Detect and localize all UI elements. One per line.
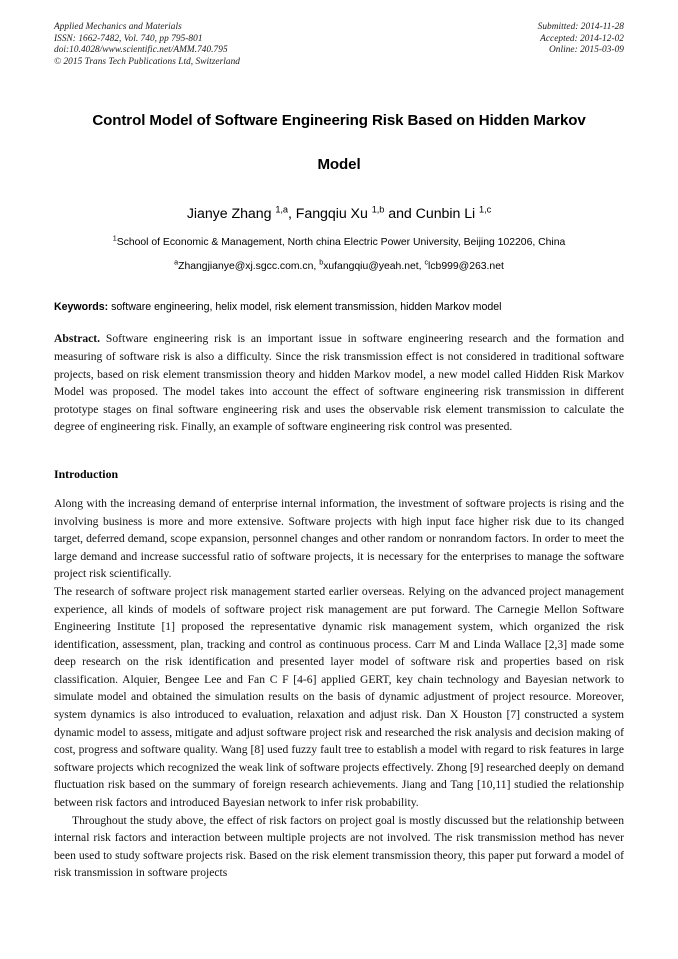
paper-title-line-1: Control Model of Software Engineering Risk Based on Hidden Markov — [92, 112, 586, 130]
online-date: Online: 2015-03-09 — [548, 45, 624, 56]
affiliation-text: School of Economic & Management, North china Electric Power University, Beijing 102206, China — [116, 237, 566, 249]
page-title — [54, 110, 624, 175]
accepted-date: Accepted: 2014-12-02 — [540, 33, 624, 44]
email-marker-b: b — [319, 257, 324, 267]
abstract-label: Abstract. — [54, 332, 101, 346]
keywords-value: software engineering, helix model, risk element transmission, hidden Markov model — [108, 301, 502, 314]
author-separator-1: , — [287, 206, 296, 223]
journal-header — [54, 22, 624, 68]
submitted-date: Submitted: 2014-11-28 — [537, 22, 624, 32]
author-1-affiliation-marker: 1,a — [275, 204, 288, 215]
author-separator-2: and — [384, 206, 416, 223]
keywords-label: Keywords: — [54, 301, 109, 314]
email-address-c: lcb999@263.net — [428, 261, 504, 273]
author-3-affiliation-marker: 1,c — [479, 204, 492, 215]
journal-header-left — [54, 22, 240, 68]
journal-copyright: © 2015 Trans Tech Publications Ltd, Switzerland — [54, 56, 240, 67]
journal-name: Applied Mechanics and Materials — [54, 22, 182, 32]
affiliation — [54, 235, 624, 250]
intro-paragraph-2: The research of software project risk management started earlier overseas. Relying on the advanced project management experience, all kinds of models of software project risk management are put forward. The Carnegie Mellon Software Engineering Institute [1] proposed the representative dynamic risk management system, which organized the risk identification, assessment, plan, tracking and control as continuous process. Carr M and Linda Wallace [2,3] made some deep research on the risk identification and presented layer model of software risk and properties based on risk classification. Alquier, Bengee Lee and Fan C F [4-6] applied GERT, key chain technology and Bayesian network to simulate model and obtained the simulation results on the basis of dynamic adjustment of project resource. Moreover, system dynamics is also introduced to evaluation, relaxation and adjust risk. Dan X Houston [7] constructed a system dynamic model to assess, mitigate and adjust software project risk and researched the risk analysis and decision making of cost, progress and software quality. Wang [8] used fuzzy fault tree to establish a model with regard to risk features in large software projects which recognized the weak link of software projects effectively. Zhong [9] researched deeply on demand fluctuation risk based on the summary of foreign research achievements. Jiang and Tang [10,11] studied the relationship between risk factors and introduced Bayesian network to infer risk probability. — [54, 584, 624, 810]
paper-title-line-2: Model — [317, 156, 361, 174]
journal-doi: doi:10.4028/www.scientific.net/AMM.740.795 — [54, 45, 228, 56]
author-list — [54, 204, 624, 224]
section-heading-introduction: Introduction — [54, 466, 119, 481]
journal-header-right — [538, 22, 624, 57]
author-1-name: Jianye Zhang — [186, 206, 276, 223]
email-marker-c: c — [424, 257, 429, 267]
keywords-line — [54, 300, 624, 315]
intro-paragraph-3: Throughout the study above, the effect of risk factors on project goal is mostly discussed but the relationship between internal risk factors and interaction between multiple projects are not involved. The risk transmission method has never been used to study software projects risk. Based on the risk element transmission theory, this paper put forward a model of risk transmission in software projects — [54, 813, 624, 880]
email-address-b: xufangqiu@yeah.net, — [323, 261, 425, 273]
journal-issn-volume: ISSN: 1662-7482, Vol. 740, pp 795-801 — [54, 33, 203, 44]
author-3-name: Cunbin Li — [415, 206, 480, 223]
intro-paragraph-1: Along with the increasing demand of enterprise internal information, the investment of software projects is rising and the involving business is more and more extensive. Software projects with high input face higher risk due to its changed target, deferred demand, scope expansion, personnel changes and other random or nonrandom factors. In order to meet the large demand and increase successful ratio of software projects, it is necessary for the enterprises to manage the software project risk scientifically. — [54, 496, 624, 581]
author-emails — [54, 259, 624, 274]
email-address-a: Zhangjianye@xj.sgcc.com.cn, — [178, 261, 320, 273]
author-2-affiliation-marker: 1,b — [371, 204, 385, 215]
abstract-section — [54, 330, 624, 436]
abstract-text: Software engineering risk is an important issue in software engineering research and the formation and measuring of software risk is also a difficulty. Since the risk transmission effect is not considered in traditional software projects, based on risk element transmission theory and hidden Markov model, a new model called Hidden Risk Markov Model was proposed. The model takes into account the effect of software engineering risk transmission in different prototype stages on final software engineering risk and uses the observable risk element transmission to calculate the degree of engineering risk. Finally, an example of software engineering risk control was presented. — [54, 332, 624, 434]
affiliation-marker: 1 — [112, 233, 117, 243]
author-2-name: Fangqiu Xu — [295, 206, 372, 223]
email-marker-a: a — [174, 257, 179, 267]
